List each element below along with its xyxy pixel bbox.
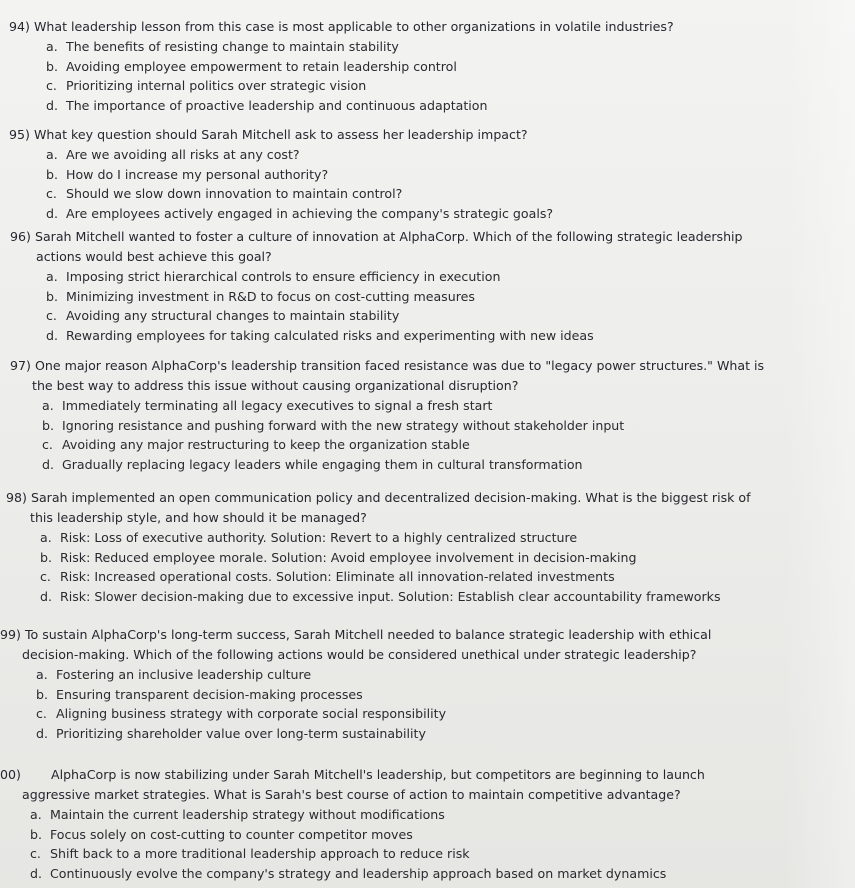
question-text: What key question should Sarah Mitchell ask to assess her leadership impact?	[33, 127, 528, 142]
option-c[interactable]: c. Avoiding any structural changes to maintain stability	[46, 308, 400, 323]
option-d[interactable]: d. Gradually replacing legacy leaders while engaging them in cultural transformation	[42, 456, 583, 472]
option-list	[0, 396, 855, 474]
question-stem	[0, 625, 855, 665]
question-text-continued: the best way to address this issue without causing organizational disruption?	[32, 378, 519, 393]
question-stem	[0, 488, 855, 528]
option-d[interactable]: d. Risk: Slower decision-making due to excessive input. Solution: Establish clear accountability frameworks	[40, 588, 721, 604]
question-stem	[0, 227, 855, 267]
option-list	[0, 805, 855, 883]
option-c[interactable]: c. Shift back to a more traditional leadership approach to reduce risk	[30, 846, 470, 861]
question-text: Sarah Mitchell wanted to foster a culture of innovation at AlphaCorp. Which of the following strategic leadership	[34, 229, 743, 244]
question-stem	[0, 125, 855, 145]
question-text: To sustain AlphaCorp's long-term success, Sarah Mitchell needed to balance strategic leadership with ethical	[24, 627, 712, 642]
question-number: 98)	[6, 490, 27, 505]
option-a[interactable]: a. The benefits of resisting change to maintain stability	[46, 39, 399, 54]
option-a[interactable]: a. Fostering an inclusive leadership culture	[36, 667, 312, 682]
option-list	[0, 267, 855, 345]
question-number: 99)	[0, 627, 21, 642]
question-text: One major reason AlphaCorp's leadership transition faced resistance was due to "legacy power structures." What is	[34, 358, 765, 373]
option-c[interactable]: c. Risk: Increased operational costs. Solution: Eliminate all innovation-related investments	[40, 569, 615, 584]
option-c[interactable]: c. Prioritizing internal politics over strategic vision	[46, 78, 367, 93]
question-text-continued: this leadership style, and how should it be managed?	[30, 510, 367, 525]
option-b[interactable]: b. Minimizing investment in R&D to focus on cost-cutting measures	[46, 288, 475, 304]
question-stem	[0, 17, 855, 37]
option-list	[0, 665, 855, 743]
option-a[interactable]: a. Immediately terminating all legacy executives to signal a fresh start	[42, 398, 493, 413]
option-d[interactable]: d. Rewarding employees for taking calculated risks and experimenting with new ideas	[46, 327, 594, 343]
question-94	[0, 17, 855, 115]
option-list	[0, 528, 855, 606]
question-96	[0, 227, 855, 345]
question-97	[0, 356, 855, 474]
option-c[interactable]: c. Should we slow down innovation to maintain control?	[46, 186, 403, 201]
option-a[interactable]: a. Are we avoiding all risks at any cost?	[46, 147, 300, 162]
option-a[interactable]: a. Imposing strict hierarchical controls to ensure efficiency in execution	[46, 269, 501, 284]
option-d[interactable]: d. Prioritizing shareholder value over long-term sustainability	[36, 725, 426, 741]
option-c[interactable]: c. Aligning business strategy with corporate social responsibility	[36, 706, 447, 721]
option-a[interactable]: a. Risk: Loss of executive authority. Solution: Revert to a highly centralized structure	[40, 530, 578, 545]
option-list	[0, 37, 855, 115]
option-b[interactable]: b. Ignoring resistance and pushing forward with the new strategy without stakeholder input	[42, 417, 625, 433]
option-b[interactable]: b. Focus solely on cost-cutting to counter competitor moves	[30, 826, 413, 842]
option-a[interactable]: a. Maintain the current leadership strategy without modifications	[30, 807, 445, 822]
option-d[interactable]: d. Continuously evolve the company's strategy and leadership approach based on market dynamics	[30, 865, 667, 881]
question-100	[0, 765, 855, 883]
question-text-continued: aggressive market strategies. What is Sarah's best course of action to maintain competitive advantage?	[22, 787, 681, 802]
option-d[interactable]: d. Are employees actively engaged in achieving the company's strategic goals?	[46, 205, 554, 221]
question-text-continued: actions would best achieve this goal?	[36, 249, 272, 264]
question-text: AlphaCorp is now stabilizing under Sarah Mitchell's leadership, but competitors are beginning to launch	[50, 767, 705, 782]
option-b[interactable]: b. Risk: Reduced employee morale. Solution: Avoid employee involvement in decision-making	[40, 549, 637, 565]
question-number: 96)	[10, 229, 31, 244]
option-c[interactable]: c. Avoiding any major restructuring to keep the organization stable	[42, 437, 470, 452]
option-d[interactable]: d. The importance of proactive leadership and continuous adaptation	[46, 97, 488, 113]
option-b[interactable]: b. Avoiding employee empowerment to retain leadership control	[46, 58, 457, 74]
question-text: What leadership lesson from this case is most applicable to other organizations in volatile industries?	[33, 19, 674, 34]
question-number: 97)	[10, 358, 31, 373]
question-text-continued: decision-making. Which of the following actions would be considered unethical under strategic leadership?	[22, 647, 697, 662]
question-stem	[0, 356, 855, 396]
question-number: 00)	[0, 767, 21, 782]
question-number: 95)	[9, 127, 30, 142]
option-list	[0, 145, 855, 223]
question-text: Sarah implemented an open communication policy and decentralized decision-making. What is the biggest risk of	[30, 490, 751, 505]
question-95	[0, 125, 855, 223]
question-number: 94)	[9, 19, 30, 34]
question-99	[0, 625, 855, 743]
question-98	[0, 488, 855, 606]
question-stem	[0, 765, 855, 805]
option-b[interactable]: b. Ensuring transparent decision-making processes	[36, 686, 363, 702]
option-b[interactable]: b. How do I increase my personal authority?	[46, 166, 329, 182]
